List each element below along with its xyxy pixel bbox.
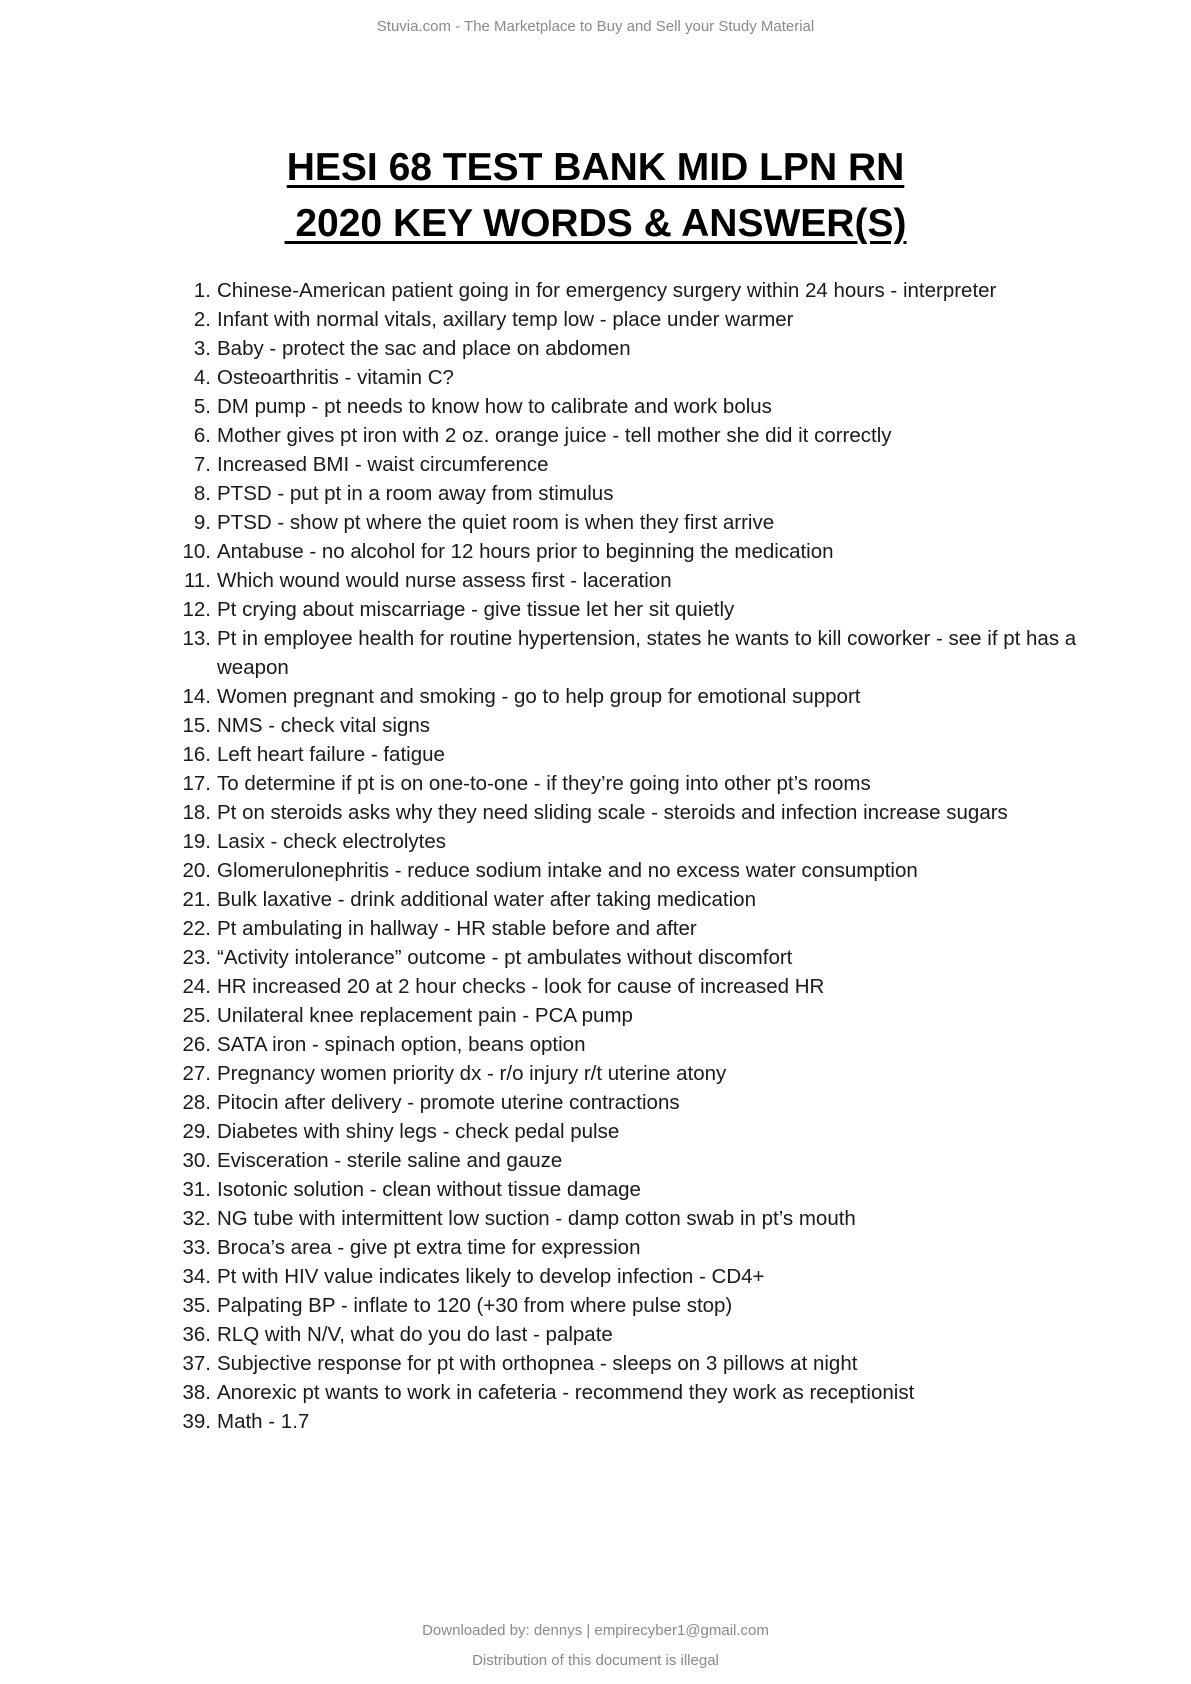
list-item-text: Pt with HIV value indicates likely to develop infection - CD4+ (217, 1265, 765, 1288)
list-item (170, 1001, 1120, 1030)
list-item-text: Lasix - check electrolytes (217, 830, 447, 853)
list-item-text: Palpating BP - inflate to 120 (+30 from where pulse stop) (217, 1294, 733, 1317)
list-item-text: Math - 1.7 (217, 1410, 310, 1433)
list-item (170, 1030, 1120, 1059)
list-item (170, 1407, 1120, 1436)
list-item-number: 29. (182, 1120, 211, 1143)
list-item (170, 1291, 1120, 1320)
list-item-text: Left heart failure - fatigue (217, 743, 445, 766)
list-item-number: 1. (193, 279, 211, 302)
list-item-number: 3. (193, 337, 211, 360)
list-item-number: 12. (182, 598, 211, 621)
list-item-number: 4. (193, 366, 211, 389)
list-item-text: Women pregnant and smoking - go to help group for emotional support (217, 685, 861, 708)
list-item (170, 305, 1120, 334)
list-item (170, 972, 1120, 1001)
list-item (170, 624, 1120, 682)
list-item (170, 1117, 1120, 1146)
list-item-number: 2. (193, 308, 211, 331)
list-item (170, 711, 1120, 740)
list-item (170, 885, 1120, 914)
list-item-text: RLQ with N/V, what do you do last - palpate (217, 1323, 613, 1346)
list-item-text: Pt ambulating in hallway - HR stable before and after (217, 917, 697, 940)
list-item-text: Diabetes with shiny legs - check pedal pulse (217, 1120, 620, 1143)
list-item-text: Increased BMI - waist circumference (217, 453, 549, 476)
list-item-text: “Activity intolerance” outcome - pt ambulates without discomfort (217, 946, 793, 969)
list-item-number: 31. (182, 1178, 211, 1201)
list-item-number: 27. (182, 1062, 211, 1085)
list-item-text: Mother gives pt iron with 2 oz. orange juice - tell mother she did it correctly (217, 424, 892, 447)
list-item-number: 30. (182, 1149, 211, 1172)
list-item-number: 14. (182, 685, 211, 708)
list-item (170, 392, 1120, 421)
list-item-number: 15. (182, 714, 211, 737)
list-item-number: 23. (182, 946, 211, 969)
list-item-number: 32. (182, 1207, 211, 1230)
list-item (170, 566, 1120, 595)
list-item-text: Anorexic pt wants to work in cafeteria - recommend they work as receptionist (217, 1381, 915, 1404)
list-item (170, 1146, 1120, 1175)
list-item (170, 1204, 1120, 1233)
list-item (170, 1233, 1120, 1262)
list-item-number: 7. (193, 453, 211, 476)
list-item (170, 856, 1120, 885)
list-item (170, 1262, 1120, 1291)
list-item-number: 9. (193, 511, 211, 534)
list-item-number: 39. (182, 1410, 211, 1433)
list-item-text: Antabuse - no alcohol for 12 hours prior to beginning the medication (217, 540, 834, 563)
list-item (170, 479, 1120, 508)
list-item (170, 827, 1120, 856)
list-item-text: Evisceration - sterile saline and gauze (217, 1149, 563, 1172)
list-item-text: To determine if pt is on one-to-one - if they’re going into other pt’s rooms (217, 772, 871, 795)
list-item-number: 19. (182, 830, 211, 853)
list-item-number: 8. (193, 482, 211, 505)
footer-downloaded-by: Downloaded by: dennys | empirecyber1@gmail.com (422, 1622, 769, 1639)
list-item (170, 682, 1120, 711)
list-item (170, 334, 1120, 363)
list-item-text: Pt crying about miscarriage - give tissue let her sit quietly (217, 598, 735, 621)
list-item-text: PTSD - put pt in a room away from stimulus (217, 482, 614, 505)
list-item (170, 1088, 1120, 1117)
list-item-number: 17. (182, 772, 211, 795)
title-line-2: 2020 KEY WORDS & ANSWER(S) (284, 202, 907, 245)
list-item (170, 740, 1120, 769)
list-item-text: Pt in employee health for routine hypertension, states he wants to kill coworker - see if pt has a weapon (217, 627, 1077, 679)
document-title (0, 140, 1191, 252)
list-item-number: 33. (182, 1236, 211, 1259)
list-item-text: Pt on steroids asks why they need sliding scale - steroids and infection increase sugars (217, 801, 1008, 824)
list-item-number: 22. (182, 917, 211, 940)
list-item-number: 34. (182, 1265, 211, 1288)
list-item-number: 37. (182, 1352, 211, 1375)
title-line-1: HESI 68 TEST BANK MID LPN RN (286, 146, 905, 189)
list-item-text: Pregnancy women priority dx - r/o injury r/t uterine atony (217, 1062, 727, 1085)
list-item-number: 18. (182, 801, 211, 824)
list-item-text: Which wound would nurse assess first - laceration (217, 569, 672, 592)
list-item-text: Baby - protect the sac and place on abdomen (217, 337, 631, 360)
list-item (170, 363, 1120, 392)
list-item-number: 10. (182, 540, 211, 563)
list-item-text: SATA iron - spinach option, beans option (217, 1033, 586, 1056)
list-item-number: 35. (182, 1294, 211, 1317)
list-item (170, 276, 1120, 305)
list-item-text: NG tube with intermittent low suction - damp cotton swab in pt’s mouth (217, 1207, 856, 1230)
list-item-number: 25. (182, 1004, 211, 1027)
list-item-text: Broca’s area - give pt extra time for expression (217, 1236, 641, 1259)
list-item-number: 11. (184, 569, 211, 592)
list-item-text: Infant with normal vitals, axillary temp low - place under warmer (217, 308, 794, 331)
list-item-number: 16. (182, 743, 211, 766)
list-item (170, 537, 1120, 566)
list-item-text: Pitocin after delivery - promote uterine contractions (217, 1091, 680, 1114)
list-item (170, 769, 1120, 798)
list-item (170, 595, 1120, 624)
list-item-text: HR increased 20 at 2 hour checks - look for cause of increased HR (217, 975, 825, 998)
list-item (170, 1349, 1120, 1378)
list-item (170, 943, 1120, 972)
list-item-text: PTSD - show pt where the quiet room is when they first arrive (217, 511, 775, 534)
footer-distribution-notice: Distribution of this document is illegal (472, 1652, 719, 1669)
list-item (170, 914, 1120, 943)
list-item-text: NMS - check vital signs (217, 714, 431, 737)
list-item-text: Isotonic solution - clean without tissue damage (217, 1178, 641, 1201)
list-item-text: Unilateral knee replacement pain - PCA pump (217, 1004, 633, 1027)
list-item-number: 6. (193, 424, 211, 447)
list-item-number: 38. (182, 1381, 211, 1404)
list-item-number: 5. (193, 395, 211, 418)
list-item-number: 36. (182, 1323, 211, 1346)
list-item (170, 508, 1120, 537)
list-item (170, 1320, 1120, 1349)
list-item (170, 421, 1120, 450)
list-item-number: 24. (182, 975, 211, 998)
list-item (170, 1378, 1120, 1407)
list-item-number: 26. (182, 1033, 211, 1056)
list-item (170, 1059, 1120, 1088)
list-item (170, 1175, 1120, 1204)
list-item-text: Glomerulonephritis - reduce sodium intake and no excess water consumption (217, 859, 918, 882)
list-item-text: Chinese-American patient going in for emergency surgery within 24 hours - interpreter (217, 279, 997, 302)
list-item (170, 450, 1120, 479)
list-item-number: 21. (182, 888, 211, 911)
list-item-text: Bulk laxative - drink additional water after taking medication (217, 888, 756, 911)
list-item-number: 20. (182, 859, 211, 882)
list-item-number: 13. (182, 627, 211, 650)
list-item-text: Osteoarthritis - vitamin C? (217, 366, 454, 389)
list-item (170, 798, 1120, 827)
list-item-text: DM pump - pt needs to know how to calibrate and work bolus (217, 395, 772, 418)
list-item-text: Subjective response for pt with orthopnea - sleeps on 3 pillows at night (217, 1352, 858, 1375)
list-item-number: 28. (182, 1091, 211, 1114)
source-watermark-header: Stuvia.com - The Marketplace to Buy and Sell your Study Material (376, 18, 815, 35)
answer-key-list (170, 276, 1120, 1436)
